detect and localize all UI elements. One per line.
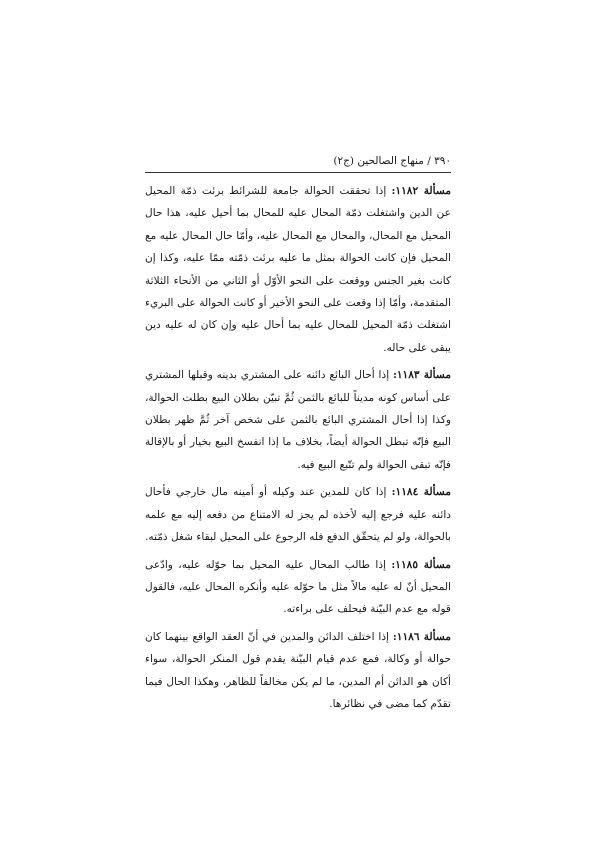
- body-text: [145, 180, 451, 720]
- paragraph-text: إذا طالب المحال عليه المحيل بما حوّله عليه، وادّعى المحيل أنّ له عليه مالاً مثل ما حوّله عليه وأنكره المحال عليه، فالقول قوله مع عدم البيّنة فيحلف على براءته.: [145, 558, 451, 616]
- paragraph-text: إذا أحال البائع دائنه على المشتري بدينه وقبلها المشتري على أساس كونه مديناً للبائع بالثمن ثُمَّ تبيّن بطلان البيع بطلت الحوالة، وكذا إذا أحال المشتري البائع بالثمن على شخص آخر ثُمَّ ظهر بطلان البيع فإنّه تبطل الحوالة أيضاً، بخلاف ما إذا انفسخ البيع بخيار أو بالإقالة فإنّه تبقى الحوالة ولم تتّبع البيع فيه.: [145, 369, 451, 471]
- paragraph-masala-1184: [145, 481, 451, 548]
- paragraph-masala-1183: [145, 364, 451, 476]
- page-number: ٣٩٠: [434, 155, 451, 167]
- masala-label: مسألة ١١٨٢:: [391, 185, 452, 197]
- paragraph-text: إذا كان للمدين عند وكيله أو أمينه مال خارجي فأحال دائنه عليه فرجع إليه لأخذه لم يجز له الامتناع من دفعه إليه مع علمه بالحوالة، ولو لم يتحقّق الدفع فله الرجوع على المحيل لبقاء شغل ذمّته.: [145, 486, 451, 544]
- masala-label: مسألة ١١٨٤:: [391, 486, 451, 499]
- header-separator: /: [427, 155, 431, 167]
- masala-label: مسألة ١١٨٥:: [391, 558, 451, 571]
- paragraph-masala-1182: [145, 180, 451, 359]
- header-text: [333, 154, 451, 168]
- header-rule: [145, 172, 451, 173]
- masala-label: مسألة ١١٨٦:: [392, 630, 451, 643]
- book-title: منهاج الصالحين (ج٢): [333, 155, 424, 167]
- paragraph-masala-1185: [145, 554, 451, 621]
- running-header: [145, 154, 451, 168]
- paragraph-text: إذا اختلف الدائن والمدين في أنّ العقد الواقع بينهما كان حوالة أو وكالة، فمع عدم قيام البيّنة يقدم قول المنكر الحوالة، سواء أكان هو الدائن أم المدين، ما لم يكن مخالفاً للظاهر، وهكذا الحال فيما تقدّم كما مضى في نظائرها.: [145, 630, 451, 710]
- paragraph-text: إذا تحققت الحوالة جامعة للشرائط برئت ذمّة المحيل عن الدين واشتغلت ذمّة المحال عليه للمحال بما أحيل عليه، هذا حال المحيل مع المحال، والمحال مع المحال عليه، وأمّا حال المحال عليه مع المحيل فإن كانت الحوالة بمثل ما عليه برئت ذمّته ممّا عليه، وكذا إن كانت بغير الجنس ووقعت على النحو الأوّل أو الثاني من الأنحاء الثلاثة المتقدمة، وأمّا إذا وقعت على النحو الأخير أو كانت الحوالة على البريء اشتغلت ذمّة المحيل للمحال عليه بما أحال عليه وإن كان له عليه دين يبقى على حاله.: [145, 185, 451, 354]
- masala-label: مسألة ١١٨٣:: [392, 369, 451, 382]
- paragraph-masala-1186: [145, 626, 451, 716]
